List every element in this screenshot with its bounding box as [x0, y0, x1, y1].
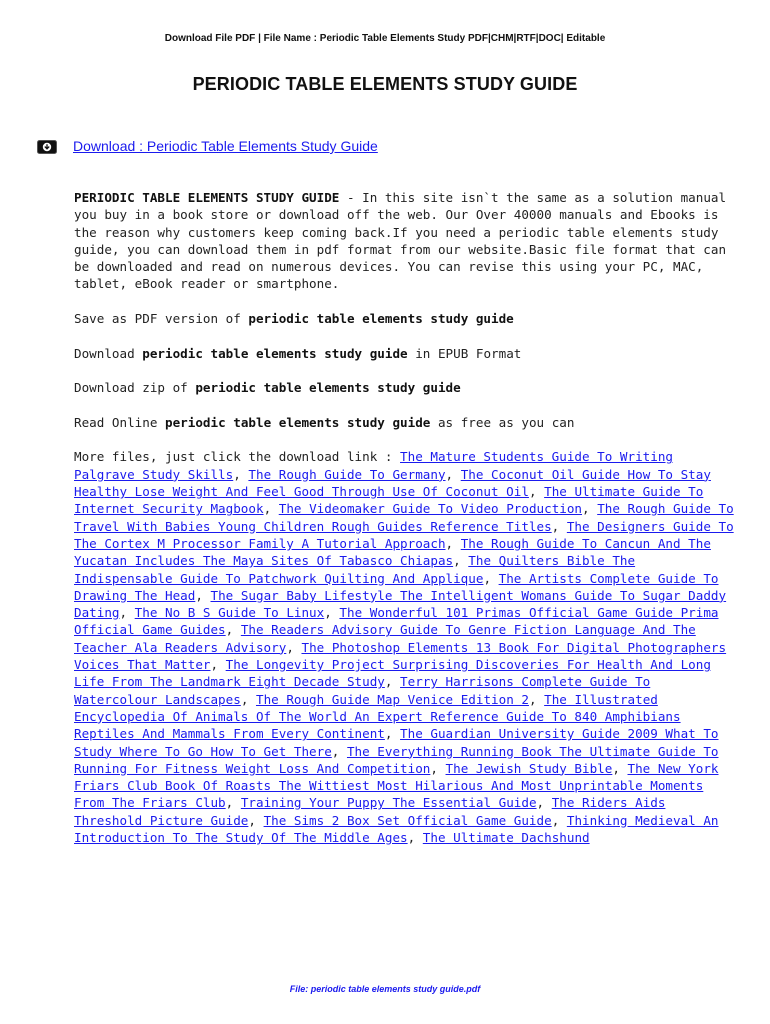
more-files-paragraph: [74, 448, 734, 846]
link-separator: ,: [551, 518, 567, 534]
link-separator: ,: [240, 691, 256, 707]
more-file-link[interactable]: The Designers Guide To The Cortex M Processor Family A Tutorial Approach: [74, 518, 734, 551]
more-file-link[interactable]: The Rough Guide Map Venice Edition 2: [255, 691, 529, 707]
document-body: [74, 189, 734, 864]
link-separator: ,: [195, 587, 211, 603]
format-option-line: [74, 345, 734, 362]
format-option-line: [74, 414, 734, 431]
link-separator: ,: [483, 570, 499, 586]
link-separator: ,: [233, 466, 249, 482]
more-file-link[interactable]: The Rough Guide To Travel With Babies Young Children Rough Guides Reference Titles: [74, 501, 734, 534]
link-separator: ,: [445, 466, 461, 482]
format-prefix: Read Online: [74, 414, 165, 430]
link-separator: ,: [263, 501, 279, 517]
file-meta-header: Download File PDF | File Name : Periodic Table Elements Study PDF|CHM|RTF|DOC| Editable: [164, 33, 606, 44]
more-file-link[interactable]: The Longevity Project Surprising Discoveries For Health And Long Life From The Landmark Eight Decade Study: [74, 657, 711, 690]
link-separator: ,: [384, 726, 401, 742]
more-file-link[interactable]: The Ultimate Dachshund: [422, 829, 590, 845]
more-file-link[interactable]: The Coconut Oil Guide How To Stay Healthy Lose Weight And Feel Good Through Use Of Coconut Oil: [74, 466, 711, 500]
more-file-link[interactable]: The Mature Students Guide To Writing Palgrave Study Skills: [74, 449, 673, 482]
format-title: periodic table elements study guide: [165, 414, 431, 430]
footer-file-label: File: periodic table elements study guide.pdf: [289, 984, 481, 994]
more-file-link[interactable]: Terry Harrisons Complete Guide To Watercolour Landscapes: [74, 674, 651, 707]
format-suffix: as free as you can: [430, 414, 575, 430]
link-separator: ,: [551, 812, 567, 828]
more-file-link[interactable]: The Quilters Bible The Indispensable Guide To Patchwork Quilting And Applique: [74, 553, 636, 586]
format-title: periodic table elements study guide: [248, 311, 514, 327]
document-title: PERIODIC TABLE ELEMENTS STUDY GUIDE: [192, 74, 578, 94]
more-file-link[interactable]: Training Your Puppy The Essential Guide: [240, 795, 537, 811]
format-prefix: Save as PDF version of: [74, 311, 249, 327]
link-separator: ,: [445, 535, 461, 551]
more-file-link[interactable]: The New York Friars Club Book Of Roasts The Wittiest Most Hilarious And Most Unprintable Moments From The Friars Club: [74, 760, 719, 811]
format-option-line: [74, 379, 734, 396]
link-separator: ,: [210, 657, 226, 673]
more-file-link[interactable]: The Artists Complete Guide To Drawing The Head: [74, 570, 719, 603]
link-separator: ,: [225, 795, 241, 811]
more-file-link[interactable]: Thinking Medieval An Introduction To The Study Of The Middle Ages: [74, 812, 719, 845]
more-files-lead: More files, just click the download link :: [74, 449, 401, 465]
link-separator: ,: [248, 812, 264, 828]
link-separator: ,: [119, 605, 135, 621]
download-icon[interactable]: [37, 140, 57, 154]
more-file-link[interactable]: The No B S Guide To Linux: [134, 605, 325, 621]
format-suffix: in EPUB Format: [407, 345, 522, 361]
download-link[interactable]: Download : Periodic Table Elements Study Guide: [73, 138, 378, 154]
link-separator: ,: [612, 760, 628, 776]
more-file-link[interactable]: The Videomaker Guide To Video Production: [278, 501, 583, 517]
format-prefix: Download: [74, 345, 143, 361]
more-file-link[interactable]: The Wonderful 101 Primas Official Game Guide Prima Official Game Guides: [74, 605, 719, 638]
more-file-link[interactable]: The Sims 2 Box Set Official Game Guide: [263, 812, 552, 828]
link-separator: ,: [528, 484, 545, 500]
link-separator: ,: [528, 691, 545, 707]
link-separator: ,: [286, 639, 302, 655]
link-separator: ,: [324, 605, 340, 621]
more-file-link[interactable]: The Jewish Study Bible: [445, 760, 613, 776]
intro-text: - In this site isn`t the same as a solution manual you buy in a book store or download off the web. Our Over 40000 manuals and Ebooks is the reason why customers keep coming back.If you need a periodic table elements study guide, you can download them in pdf format from our website.Basic file format that can be downloaded and read on numerous devices. You can revise this using your PC, MAC, tablet, eBook reader or smartphone.: [74, 190, 727, 292]
format-title: periodic table elements study guide: [142, 345, 408, 361]
link-separator: ,: [536, 795, 552, 811]
link-separator: ,: [331, 743, 347, 759]
intro-bold-lead: PERIODIC TABLE ELEMENTS STUDY GUIDE: [74, 190, 340, 205]
format-options: [74, 310, 734, 431]
format-title: periodic table elements study guide: [195, 380, 461, 396]
format-option-line: [74, 310, 734, 327]
more-file-link[interactable]: The Rough Guide To Germany: [248, 466, 446, 482]
more-file-link[interactable]: The Ultimate Guide To Internet Security Magbook: [74, 484, 704, 517]
link-separator: ,: [453, 553, 469, 569]
link-separator: ,: [430, 760, 446, 776]
more-file-link[interactable]: The Rough Guide To Cancun And The Yucatan Includes The Maya Sites Of Tabasco Chiapas: [74, 535, 711, 569]
more-file-link[interactable]: The Riders Aids Threshold Picture Guide: [74, 795, 666, 828]
format-prefix: Download zip of: [74, 380, 196, 396]
more-file-link[interactable]: The Readers Advisory Guide To Genre Fiction Language And The Teacher Ala Readers Advisory: [74, 622, 696, 655]
more-file-link[interactable]: The Everything Running Book The Ultimate Guide To Running For Fitness Weight Loss And Competition: [74, 743, 719, 776]
link-separator: ,: [407, 829, 423, 845]
intro-paragraph: [74, 189, 734, 293]
more-file-link[interactable]: The Sugar Baby Lifestyle The Intelligent Womans Guide To Sugar Daddy Dating: [74, 587, 727, 621]
link-separator: ,: [384, 674, 401, 690]
more-file-link[interactable]: The Photoshop Elements 13 Book For Digital Photographers Voices That Matter: [74, 639, 727, 673]
link-separator: ,: [582, 501, 598, 517]
more-file-link[interactable]: The Illustrated Encyclopedia Of Animals Of The World An Expert Reference Guide To 840 Amphibians Reptiles And Mammals From Every Continent: [74, 691, 681, 742]
more-file-link[interactable]: The Guardian University Guide 2009 What To Study Where To Go How To Get There: [74, 726, 719, 759]
link-separator: ,: [225, 622, 241, 638]
